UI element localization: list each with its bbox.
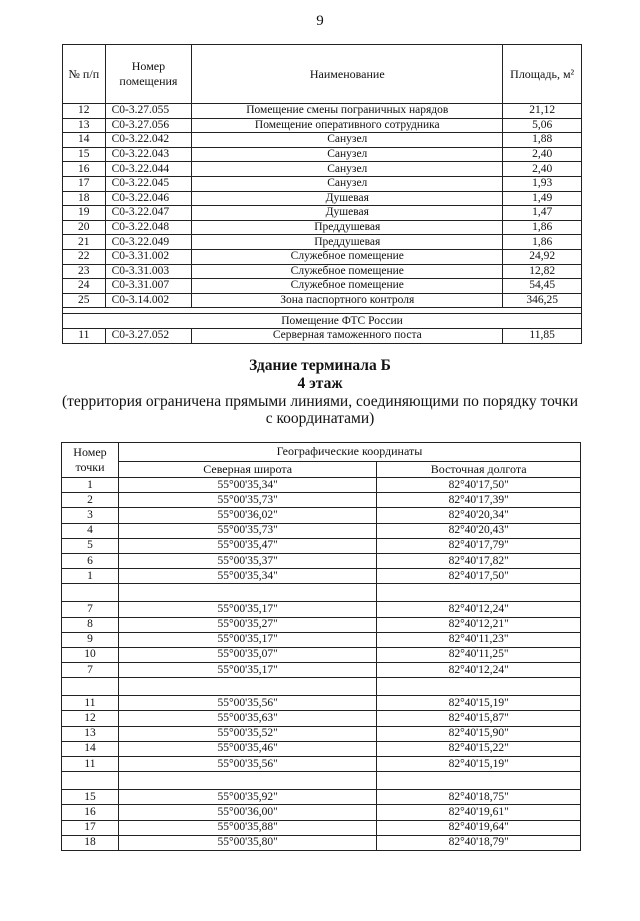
coordinate-row	[62, 711, 581, 726]
table-row	[63, 235, 582, 250]
point-number: 5	[62, 538, 119, 553]
group-title: Помещение ФТС России	[63, 314, 582, 329]
room-name: Душевая	[192, 206, 503, 221]
room-code: С0-3.27.056	[105, 118, 192, 133]
header-lon: Восточная долгота	[377, 461, 581, 477]
point-number: 16	[62, 805, 119, 820]
table-row	[63, 104, 582, 119]
room-name: Санузел	[192, 176, 503, 191]
point-number: 12	[62, 711, 119, 726]
room-code: С0-3.31.003	[105, 264, 192, 279]
room-name: Помещение смены пограничных нарядов	[192, 104, 503, 119]
point-number: 3	[62, 508, 119, 523]
coordinate-row	[62, 508, 581, 523]
row-number: 15	[63, 147, 106, 162]
row-number: 22	[63, 249, 106, 264]
longitude: 82°40'18,79"	[377, 835, 581, 850]
table-row	[63, 191, 582, 206]
table-row	[63, 176, 582, 191]
coordinate-row	[62, 663, 581, 678]
point-number: 7	[62, 663, 119, 678]
room-name: Санузел	[192, 162, 503, 177]
room-area: 1,86	[503, 220, 582, 235]
longitude: 82°40'15,19"	[377, 757, 581, 772]
empty-cell	[62, 584, 119, 602]
latitude: 55°00'35,34"	[118, 478, 376, 493]
coordinate-row	[62, 538, 581, 553]
room-area: 1,49	[503, 191, 582, 206]
room-code: С0-3.22.046	[105, 191, 192, 206]
point-number: 18	[62, 835, 119, 850]
latitude: 55°00'35,73"	[118, 493, 376, 508]
table-row	[63, 279, 582, 294]
latitude: 55°00'35,17"	[118, 602, 376, 617]
empty-cell	[118, 772, 376, 790]
longitude: 82°40'19,64"	[377, 820, 581, 835]
latitude: 55°00'35,56"	[118, 696, 376, 711]
row-number: 25	[63, 293, 106, 308]
room-name: Служебное помещение	[192, 279, 503, 294]
row-number: 23	[63, 264, 106, 279]
room-code: С0-3.22.049	[105, 235, 192, 250]
room-code: С0-3.27.052	[105, 328, 192, 343]
latitude: 55°00'35,56"	[118, 757, 376, 772]
table-row	[63, 249, 582, 264]
row-number: 17	[63, 176, 106, 191]
coordinate-row	[62, 617, 581, 632]
point-number: 9	[62, 632, 119, 647]
room-code: С0-3.22.048	[105, 220, 192, 235]
coordinate-row	[62, 569, 581, 584]
coordinate-row	[62, 805, 581, 820]
coordinates-table	[61, 442, 581, 851]
coords-header-row-2	[62, 461, 581, 477]
row-number: 16	[63, 162, 106, 177]
table-row	[63, 162, 582, 177]
row-number: 21	[63, 235, 106, 250]
empty-cell	[377, 772, 581, 790]
room-name: Санузел	[192, 147, 503, 162]
empty-cell	[118, 678, 376, 696]
room-area: 346,25	[503, 293, 582, 308]
table-row	[63, 293, 582, 308]
longitude: 82°40'17,50"	[377, 478, 581, 493]
coordinate-row	[62, 523, 581, 538]
table-row	[63, 264, 582, 279]
table-row	[63, 133, 582, 148]
point-number: 13	[62, 726, 119, 741]
header-room: Номер помещения	[105, 45, 192, 104]
point-number: 4	[62, 523, 119, 538]
point-number: 14	[62, 741, 119, 756]
latitude: 55°00'35,63"	[118, 711, 376, 726]
longitude: 82°40'15,90"	[377, 726, 581, 741]
longitude: 82°40'11,23"	[377, 632, 581, 647]
latitude: 55°00'35,34"	[118, 569, 376, 584]
row-number: 14	[63, 133, 106, 148]
building-title: Здание терминала Б	[249, 357, 391, 374]
room-name: Зона паспортного контроля	[192, 293, 503, 308]
group-title-row	[63, 314, 582, 329]
room-code: С0-3.22.047	[105, 206, 192, 221]
room-name: Помещение оперативного сотрудника	[192, 118, 503, 133]
empty-cell	[377, 678, 581, 696]
table-row	[63, 220, 582, 235]
point-number: 10	[62, 647, 119, 662]
room-code: С0-3.22.042	[105, 133, 192, 148]
latitude: 55°00'35,47"	[118, 538, 376, 553]
room-area: 1,47	[503, 206, 582, 221]
point-number: 15	[62, 790, 119, 805]
room-code: С0-3.14.002	[105, 293, 192, 308]
header-area: Площадь, м²	[503, 45, 582, 104]
longitude: 82°40'15,19"	[377, 696, 581, 711]
room-area: 21,12	[503, 104, 582, 119]
room-name: Санузел	[192, 133, 503, 148]
territory-note-line1: (территория ограничена прямыми линиями, соединяющими по порядку точки	[61, 393, 579, 410]
room-name: Служебное помещение	[192, 249, 503, 264]
header-lat: Северная широта	[118, 461, 376, 477]
group-gap-row	[62, 772, 581, 790]
point-number: 8	[62, 617, 119, 632]
room-area: 5,06	[503, 118, 582, 133]
group-gap-row	[62, 678, 581, 696]
group-gap-row	[62, 584, 581, 602]
latitude: 55°00'35,17"	[118, 663, 376, 678]
header-point: Номер точки	[62, 443, 119, 478]
point-number: 1	[62, 569, 119, 584]
longitude: 82°40'19,61"	[377, 805, 581, 820]
room-area: 24,92	[503, 249, 582, 264]
row-number: 18	[63, 191, 106, 206]
room-area: 12,82	[503, 264, 582, 279]
longitude: 82°40'20,43"	[377, 523, 581, 538]
point-number: 11	[62, 757, 119, 772]
room-name: Душевая	[192, 191, 503, 206]
latitude: 55°00'35,88"	[118, 820, 376, 835]
empty-cell	[118, 584, 376, 602]
longitude: 82°40'12,24"	[377, 602, 581, 617]
empty-cell	[377, 584, 581, 602]
latitude: 55°00'36,02"	[118, 508, 376, 523]
floor-title: 4 этаж	[297, 375, 343, 392]
table-row	[63, 147, 582, 162]
longitude: 82°40'11,25"	[377, 647, 581, 662]
latitude: 55°00'35,37"	[118, 553, 376, 568]
coordinate-row	[62, 835, 581, 850]
empty-cell	[62, 678, 119, 696]
longitude: 82°40'17,79"	[377, 538, 581, 553]
room-area: 11,85	[503, 328, 582, 343]
latitude: 55°00'35,80"	[118, 835, 376, 850]
room-name: Служебное помещение	[192, 264, 503, 279]
latitude: 55°00'35,73"	[118, 523, 376, 538]
room-name: Преддушевая	[192, 220, 503, 235]
room-area: 1,93	[503, 176, 582, 191]
row-number: 20	[63, 220, 106, 235]
room-area: 1,86	[503, 235, 582, 250]
header-geo: Географические координаты	[118, 443, 580, 462]
coordinate-row	[62, 696, 581, 711]
point-number: 2	[62, 493, 119, 508]
rooms-header-row	[63, 45, 582, 104]
room-code: С0-3.31.007	[105, 279, 192, 294]
point-number: 1	[62, 478, 119, 493]
table-row	[63, 328, 582, 343]
coords-header-row-1	[62, 443, 581, 462]
rooms-table	[62, 44, 582, 344]
room-code: С0-3.22.044	[105, 162, 192, 177]
room-name: Преддушевая	[192, 235, 503, 250]
longitude: 82°40'20,34"	[377, 508, 581, 523]
header-name: Наименование	[192, 45, 503, 104]
coordinate-row	[62, 602, 581, 617]
room-name: Серверная таможенного поста	[192, 328, 503, 343]
point-number: 6	[62, 553, 119, 568]
longitude: 82°40'15,22"	[377, 741, 581, 756]
longitude: 82°40'18,75"	[377, 790, 581, 805]
room-area: 1,88	[503, 133, 582, 148]
territory-note-line2: с координатами)	[265, 410, 375, 427]
coordinate-row	[62, 493, 581, 508]
coordinate-row	[62, 790, 581, 805]
coordinate-row	[62, 726, 581, 741]
row-number: 13	[63, 118, 106, 133]
coordinate-row	[62, 757, 581, 772]
longitude: 82°40'17,39"	[377, 493, 581, 508]
row-number: 12	[63, 104, 106, 119]
longitude: 82°40'12,21"	[377, 617, 581, 632]
room-area: 54,45	[503, 279, 582, 294]
room-code: С0-3.22.045	[105, 176, 192, 191]
latitude: 55°00'35,27"	[118, 617, 376, 632]
room-area: 2,40	[503, 147, 582, 162]
latitude: 55°00'35,07"	[118, 647, 376, 662]
longitude: 82°40'17,82"	[377, 553, 581, 568]
point-number: 11	[62, 696, 119, 711]
row-number: 11	[63, 328, 106, 343]
row-number: 24	[63, 279, 106, 294]
table-row	[63, 118, 582, 133]
room-code: С0-3.22.043	[105, 147, 192, 162]
latitude: 55°00'35,46"	[118, 741, 376, 756]
coordinate-row	[62, 647, 581, 662]
longitude: 82°40'15,87"	[377, 711, 581, 726]
latitude: 55°00'35,92"	[118, 790, 376, 805]
latitude: 55°00'35,17"	[118, 632, 376, 647]
point-number: 7	[62, 602, 119, 617]
table-row	[63, 206, 582, 221]
latitude: 55°00'35,52"	[118, 726, 376, 741]
page-number: 9	[316, 13, 324, 29]
coordinate-row	[62, 820, 581, 835]
row-number: 19	[63, 206, 106, 221]
empty-cell	[62, 772, 119, 790]
header-num: № п/п	[63, 45, 106, 104]
room-code: С0-3.31.002	[105, 249, 192, 264]
latitude: 55°00'36,00"	[118, 805, 376, 820]
point-number: 17	[62, 820, 119, 835]
coordinate-row	[62, 478, 581, 493]
longitude: 82°40'17,50"	[377, 569, 581, 584]
coordinate-row	[62, 741, 581, 756]
coordinate-row	[62, 632, 581, 647]
room-code: С0-3.27.055	[105, 104, 192, 119]
longitude: 82°40'12,24"	[377, 663, 581, 678]
coordinate-row	[62, 553, 581, 568]
room-area: 2,40	[503, 162, 582, 177]
